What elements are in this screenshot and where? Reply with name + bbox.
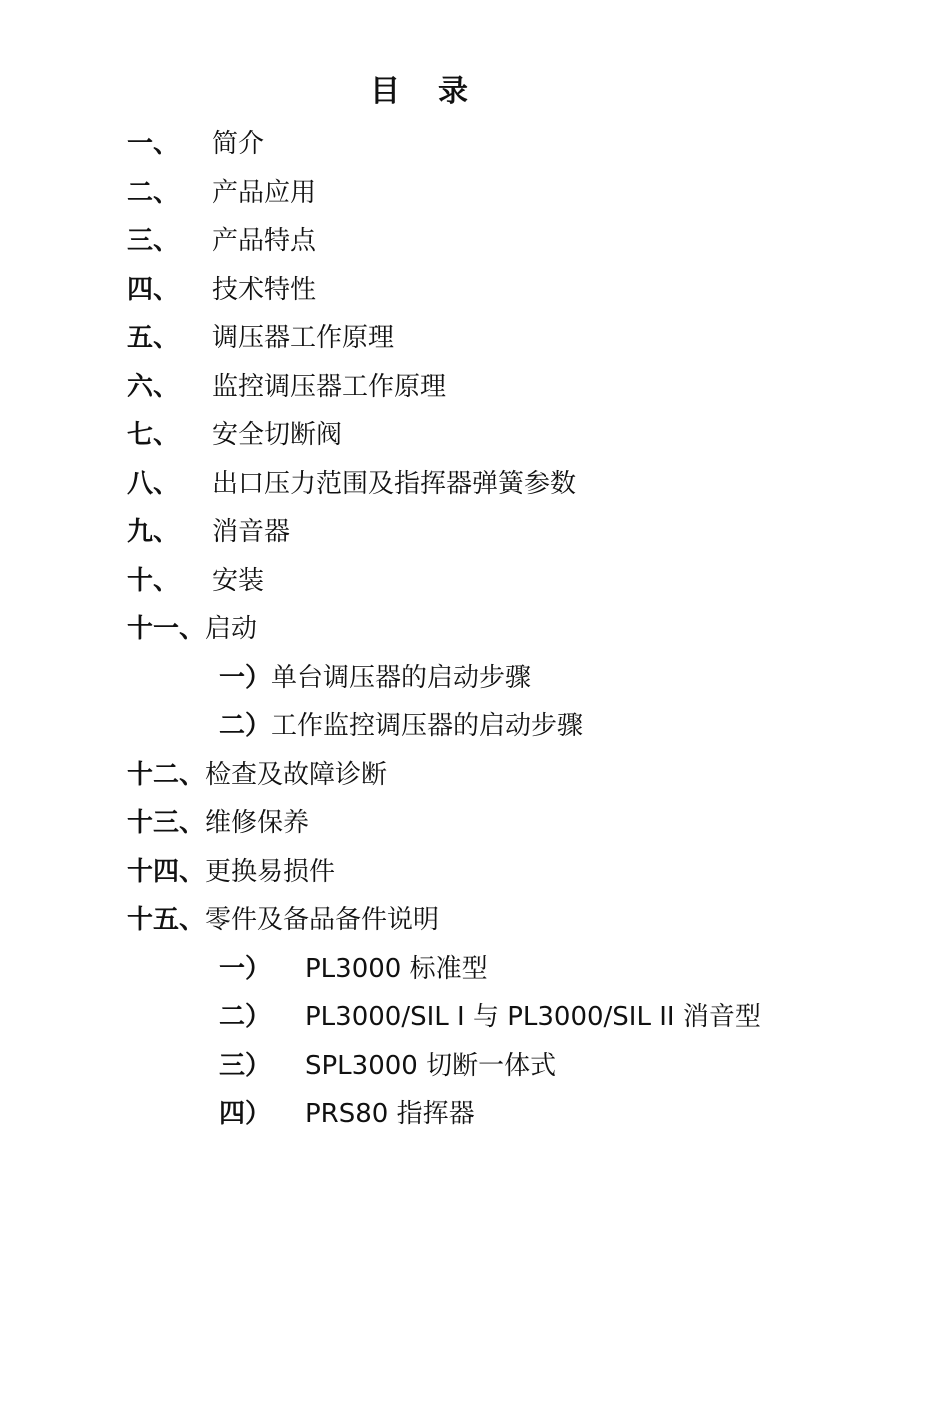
toc-text: 出口压力范围及指挥器弹簧参数 xyxy=(212,468,577,499)
toc-number: 十五、 xyxy=(127,905,206,935)
toc-subentry-prs80[interactable] xyxy=(127,1090,761,1139)
toc-number: 十、 xyxy=(127,565,180,596)
page-title xyxy=(0,66,840,110)
toc-text: 消音器 xyxy=(212,517,291,547)
toc-entry-replace-parts[interactable] xyxy=(127,848,761,897)
toc-number: 一） xyxy=(219,953,272,984)
toc-subentry-single-startup[interactable] xyxy=(127,654,761,703)
toc-entry-monitor-principle[interactable] xyxy=(127,363,761,412)
toc-text: 零件及备品备件说明 xyxy=(205,905,440,935)
toc-entry-spare-parts[interactable] xyxy=(127,896,761,945)
toc-number: 五、 xyxy=(127,323,180,353)
toc-number: 三） xyxy=(219,1050,272,1081)
toc-entry-installation[interactable] xyxy=(127,557,761,606)
toc-number: 一、 xyxy=(127,129,180,159)
toc-text: 维修保养 xyxy=(205,808,310,838)
title-char-1: 目 xyxy=(370,74,402,109)
toc-number: 二） xyxy=(219,1002,272,1032)
toc-entry-specifications[interactable] xyxy=(127,266,761,315)
toc-number: 十四、 xyxy=(127,856,206,887)
toc-entry-regulator-principle[interactable] xyxy=(127,314,761,363)
toc-text: 单台调压器的启动步骤 xyxy=(271,662,532,693)
toc-entry-silencer[interactable] xyxy=(127,508,761,557)
toc-text: 技术特性 xyxy=(212,274,317,305)
toc-text: 产品特点 xyxy=(212,226,317,256)
toc-text: 启动 xyxy=(205,614,258,644)
toc-text: PL3000 标准型 xyxy=(305,953,488,984)
toc-number: 八、 xyxy=(127,468,180,499)
toc-text: 调压器工作原理 xyxy=(212,323,395,353)
toc-number: 七、 xyxy=(127,420,180,450)
toc-entry-introduction[interactable] xyxy=(127,120,761,169)
toc-text: 安装 xyxy=(212,565,265,596)
toc-text: 工作监控调压器的启动步骤 xyxy=(271,711,584,741)
toc-subentry-monitor-startup[interactable] xyxy=(127,702,761,751)
title-char-2: 录 xyxy=(438,74,470,109)
toc-text: PRS80 指挥器 xyxy=(305,1099,475,1129)
toc-subentry-pl3000-standard[interactable] xyxy=(127,945,761,994)
toc-text: 检查及故障诊断 xyxy=(205,759,388,790)
toc-number: 二） xyxy=(219,711,272,741)
toc-entry-shutoff-valve[interactable] xyxy=(127,411,761,460)
toc-text: 监控调压器工作原理 xyxy=(212,371,447,402)
toc-number: 九、 xyxy=(127,517,180,547)
toc-entry-features[interactable] xyxy=(127,217,761,266)
toc-text: 简介 xyxy=(212,129,265,159)
toc-number: 四） xyxy=(219,1099,272,1129)
toc-text: 安全切断阀 xyxy=(212,420,343,450)
toc-entry-maintenance[interactable] xyxy=(127,799,761,848)
toc-number: 二、 xyxy=(127,177,180,208)
toc-text: SPL3000 切断一体式 xyxy=(305,1050,557,1081)
toc-number: 十一、 xyxy=(127,614,206,644)
table-of-contents xyxy=(127,120,761,1139)
toc-number: 四、 xyxy=(127,274,180,305)
toc-entry-startup[interactable] xyxy=(127,605,761,654)
toc-entry-applications[interactable] xyxy=(127,169,761,218)
toc-number: 一） xyxy=(219,662,272,693)
toc-text: PL3000/SIL I 与 PL3000/SIL II 消音型 xyxy=(305,1002,761,1032)
toc-subentry-spl3000[interactable] xyxy=(127,1042,761,1091)
toc-number: 三、 xyxy=(127,226,180,256)
toc-text: 更换易损件 xyxy=(205,856,336,887)
toc-number: 六、 xyxy=(127,371,180,402)
toc-text: 产品应用 xyxy=(212,177,317,208)
toc-number: 十二、 xyxy=(127,759,206,790)
toc-number: 十三、 xyxy=(127,808,206,838)
toc-subentry-pl3000-silencer[interactable] xyxy=(127,993,761,1042)
toc-entry-pressure-range[interactable] xyxy=(127,460,761,509)
toc-entry-troubleshooting[interactable] xyxy=(127,751,761,800)
